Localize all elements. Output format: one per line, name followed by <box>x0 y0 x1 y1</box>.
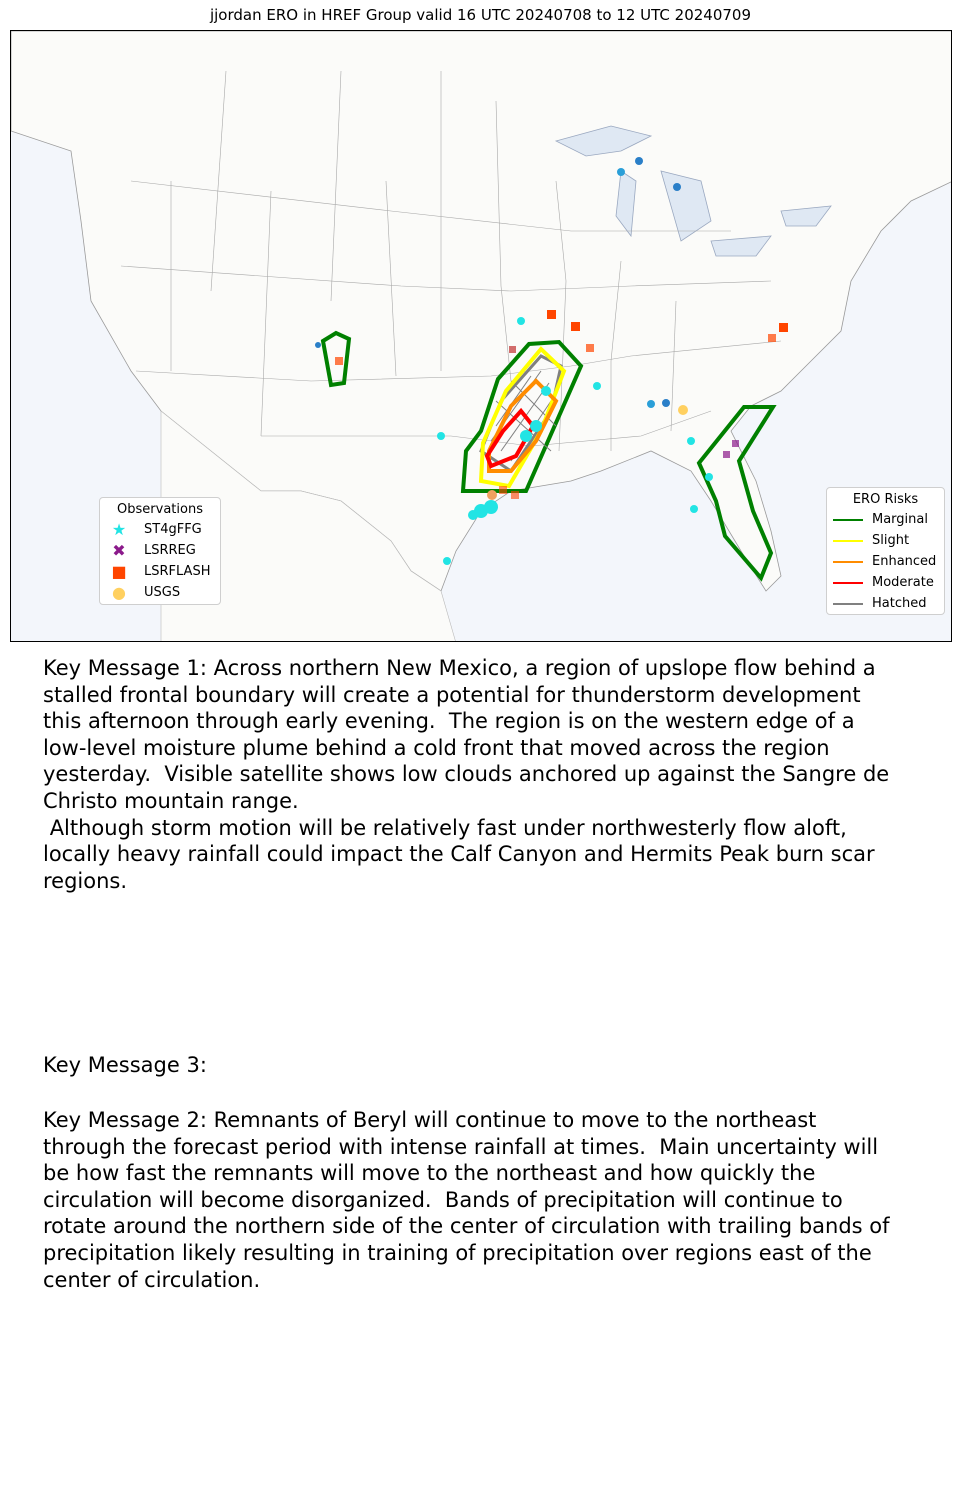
legend-row-usgs <box>100 582 220 603</box>
legend-label: Slight <box>872 533 910 548</box>
legend-label: ST4gFFG <box>144 522 202 537</box>
legend-row-slight <box>827 530 944 551</box>
observations-legend <box>99 497 221 605</box>
ero-risks-legend <box>826 487 945 615</box>
x-icon: ✖ <box>112 540 126 560</box>
legend-label: LSRREG <box>144 543 196 558</box>
legend-row-marginal <box>827 509 944 530</box>
observations-legend-title: Observations <box>117 502 203 517</box>
legend-row-enhanced <box>827 551 944 572</box>
key-message-1: Key Message 1: Across northern New Mexico, a region of upslope flow behind a stalled frontal boundary will create a potential for thunderstorm development this afternoon through early evening. The region is on the western edge of a low-level moisture plume behind a cold front that moved across the region yesterday. Visible satellite shows low clouds anchored up against the Sangre de Christo mountain range. Although storm motion will be relatively fast under northwesterly flow aloft, locally heavy rainfall could impact the Calf Canyon and Hermits Peak burn scar regions. <box>43 656 890 893</box>
star-icon: ★ <box>111 519 127 539</box>
legend-row-st4gffg <box>100 519 220 540</box>
legend-label: Enhanced <box>872 554 937 569</box>
legend-row-lsrflash <box>100 561 220 582</box>
key-message-2: Key Message 2: Remnants of Beryl will continue to move to the northeast through the forecast period with intense rainfall at times. Main uncertainty will be how fast the remnants will move to the northeast and how quickly the circulation will become disorganized. Bands of precipitation will continue to rotate around the northern side of the center of circulation with trailing bands of precipitation likely resulting in training of precipitation over regions east of the center of circulation. <box>43 1108 890 1292</box>
legend-label: Hatched <box>872 596 927 611</box>
legend-label: Moderate <box>872 575 934 590</box>
ero-map <box>10 30 952 642</box>
legend-row-moderate <box>827 572 944 593</box>
map-title: jjordan ERO in HREF Group valid 16 UTC 20240708 to 12 UTC 20240709 <box>209 6 752 24</box>
key-message-3: Key Message 3: <box>43 1053 207 1077</box>
hatched-line-icon <box>833 603 863 605</box>
legend-row-hatched <box>827 593 944 614</box>
square-icon: ■ <box>111 561 127 581</box>
legend-label: LSRFLASH <box>144 564 211 579</box>
legend-label: Marginal <box>872 512 928 527</box>
ero-legend-title: ERO Risks <box>852 492 919 507</box>
slight-line-icon <box>833 540 863 542</box>
moderate-line-icon <box>833 582 863 584</box>
circle-icon: ● <box>112 582 126 602</box>
enhanced-line-icon <box>833 561 863 563</box>
legend-label: USGS <box>144 585 181 600</box>
marginal-line-icon <box>833 519 863 521</box>
legend-row-lsrreg <box>100 540 220 561</box>
